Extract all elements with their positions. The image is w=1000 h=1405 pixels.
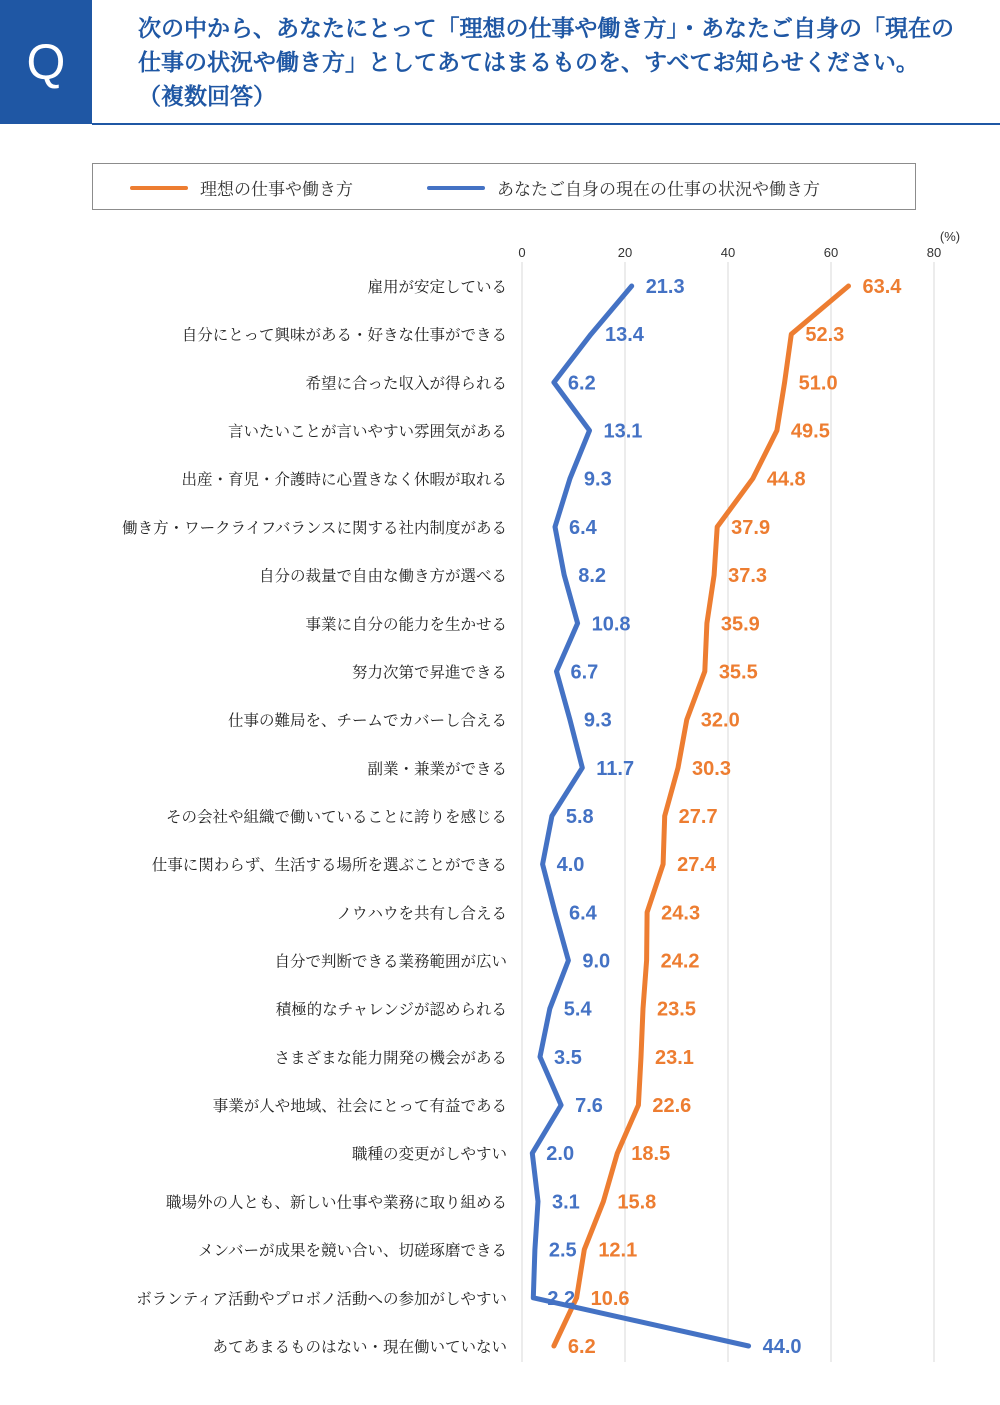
chart-legend (92, 163, 916, 210)
data-label-current: 13.4 (605, 324, 644, 347)
data-label-ideal: 6.2 (567, 1335, 596, 1358)
data-label-ideal: 24.3 (661, 902, 701, 925)
data-label-ideal: 51.0 (798, 372, 838, 395)
data-label-ideal: 23.5 (657, 998, 696, 1021)
question-badge-letter: Q (26, 34, 66, 90)
data-label-current: 21.3 (645, 276, 685, 298)
data-label-ideal: 18.5 (631, 1143, 671, 1166)
data-label-ideal: 32.0 (700, 709, 740, 732)
data-label-current: 9.0 (582, 950, 611, 973)
tick-label-60: 60 (823, 245, 839, 260)
data-label-current: 13.1 (603, 420, 643, 443)
data-label-ideal: 37.3 (728, 565, 768, 588)
data-label-current: 5.8 (565, 805, 594, 828)
data-label-current: 11.7 (596, 757, 635, 780)
data-label-ideal: 22.6 (652, 1095, 692, 1118)
legend-swatch-current (427, 186, 485, 190)
data-label-current: 9.3 (583, 468, 612, 491)
category-label: 働き方・ワークライフバランスに関する社内制度がある (122, 518, 507, 537)
data-label-ideal: 49.5 (790, 420, 830, 443)
category-label: 職種の変更がしやすい (351, 1145, 507, 1164)
question-text (138, 12, 988, 114)
data-label-ideal: 37.9 (731, 516, 771, 539)
category-label: 副業・兼業ができる (367, 759, 507, 778)
legend-item-ideal (130, 164, 353, 211)
data-label-ideal: 27.4 (677, 854, 717, 877)
data-label-ideal: 30.3 (692, 757, 731, 780)
header-divider (92, 123, 1000, 125)
category-label: 仕事の難局を、チームでカバーし合える (227, 711, 507, 730)
data-label-current: 3.5 (554, 1046, 582, 1069)
data-label-current: 8.2 (578, 565, 607, 588)
category-label: メンバーが成果を競い合い、切磋琢磨できる (198, 1241, 507, 1260)
data-label-ideal: 15.8 (617, 1191, 657, 1214)
legend-label-current: あなたご自身の現在の仕事の状況や働き方 (497, 180, 820, 200)
tick-label-40: 40 (720, 245, 736, 260)
data-label-current: 3.1 (551, 1191, 580, 1214)
category-label: 自分の裁量で自由な働き方が選べる (258, 567, 507, 586)
category-label: 努力次第で昇進できる (351, 663, 507, 682)
data-label-current: 10.8 (591, 613, 631, 636)
data-label-ideal: 35.9 (720, 613, 760, 636)
tick-label-20: 20 (617, 245, 633, 260)
data-label-current: 6.4 (568, 516, 597, 539)
question-line-3: （複数回答） (138, 84, 276, 110)
data-label-ideal: 23.1 (654, 1046, 694, 1069)
data-label-ideal: 24.2 (660, 950, 700, 973)
category-label: 希望に合った収入が得られる (305, 374, 507, 393)
data-label-current: 2.0 (546, 1143, 575, 1166)
line-chart (0, 220, 1000, 1405)
question-line-2: 仕事の状況や働き方」としてあてはまるものを、すべてお知らせください。 (138, 50, 919, 76)
category-label: 事業が人や地域、社会にとって有益である (212, 1097, 507, 1116)
data-label-ideal: 52.3 (805, 324, 845, 347)
category-label: 自分にとって興味がある・好きな仕事ができる (181, 326, 507, 345)
category-label: 出産・育児・介護時に心置きなく休暇が取れる (181, 470, 507, 489)
category-label: 自分で判断できる業務範囲が広い (274, 952, 507, 971)
data-label-ideal: 35.5 (718, 661, 758, 684)
data-label-current: 5.4 (563, 998, 592, 1021)
question-badge (0, 0, 92, 124)
data-label-ideal: 44.8 (766, 468, 806, 491)
unit-label: (%) (939, 229, 961, 244)
category-label: 仕事に関わらず、生活する場所を選ぶことができる (151, 856, 507, 875)
tick-label-0: 0 (518, 245, 526, 260)
question-line-1: 次の中から、あなたにとって「理想の仕事や働き方」・あなたご自身の「現在の (138, 16, 955, 42)
data-label-current: 9.3 (583, 709, 612, 732)
category-label: 事業に自分の能力を生かせる (305, 615, 507, 634)
data-label-current: 2.2 (547, 1287, 576, 1310)
category-label: その会社や組織で働いていることに誇りを感じる (165, 807, 507, 826)
data-label-ideal: 12.1 (598, 1239, 638, 1262)
category-label: さまざまな能力開発の機会がある (274, 1048, 507, 1067)
category-label: あてあまるものはない・現在働いていない (212, 1337, 507, 1356)
legend-item-current (427, 164, 820, 211)
data-label-current: 4.0 (556, 854, 585, 877)
data-label-ideal: 27.7 (678, 805, 718, 828)
data-label-ideal: 63.4 (862, 276, 902, 298)
category-label: ノウハウを共有し合える (336, 904, 507, 923)
legend-swatch-ideal (130, 186, 188, 190)
data-label-current: 6.4 (568, 902, 597, 925)
data-label-current: 2.5 (548, 1239, 577, 1262)
tick-label-80: 80 (926, 245, 942, 260)
data-label-current: 6.2 (567, 372, 596, 395)
category-label: ボランティア活動やプロボノ活動への参加がしやすい (136, 1289, 507, 1308)
data-label-current: 7.6 (575, 1095, 603, 1118)
legend-label-ideal: 理想の仕事や働き方 (200, 180, 353, 200)
data-label-current: 6.7 (570, 661, 599, 684)
data-label-current: 44.0 (762, 1335, 802, 1358)
category-label: 職場外の人とも、新しい仕事や業務に取り組める (165, 1193, 507, 1212)
category-label: 言いたいことが言いやすい雰囲気がある (227, 422, 507, 441)
category-label: 雇用が安定している (367, 278, 507, 296)
category-label: 積極的なチャレンジが認められる (275, 1000, 507, 1019)
data-label-ideal: 10.6 (590, 1287, 630, 1310)
